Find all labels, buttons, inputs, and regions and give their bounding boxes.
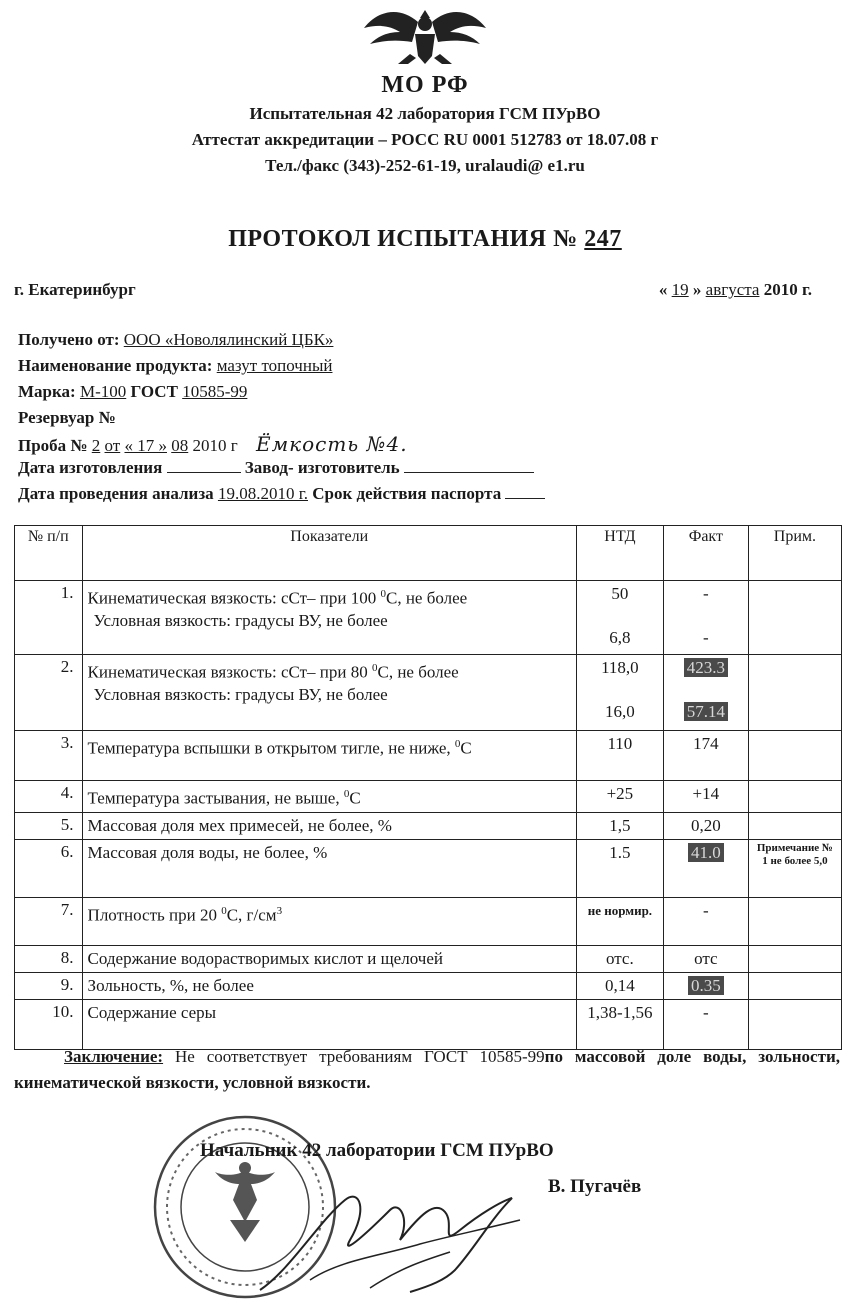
table-row xyxy=(15,999,842,1049)
results-table xyxy=(14,525,842,1050)
ntd-cell xyxy=(576,655,663,731)
date-day: 19 xyxy=(671,280,689,299)
handwritten-signature-icon xyxy=(250,1160,570,1300)
table-row xyxy=(15,781,842,813)
ntd-cell: отс. xyxy=(576,945,663,972)
ntd-cell: 110 xyxy=(576,731,663,781)
date-quote-close: » xyxy=(692,280,702,299)
manufacture-line xyxy=(18,458,534,478)
ntd-cell: +25 xyxy=(576,781,663,813)
indicator-text: Кинематическая вязкость: сСт– при 80 xyxy=(87,662,372,682)
protocol-date xyxy=(659,280,812,300)
row-number: 5. xyxy=(15,812,83,839)
conclusion-text-2: по массовой доле воды, зольности, кинематической вязкости, условной вязкости. xyxy=(14,1047,840,1092)
indicator-cell xyxy=(82,581,576,655)
table-row xyxy=(15,839,842,897)
indicator-cell: Массовая доля мех примесей, не более, % xyxy=(82,812,576,839)
org-name: МО РФ xyxy=(381,72,469,98)
protocol-number: 247 xyxy=(584,226,622,252)
note-cell: Примечание № 1 не более 5,0 xyxy=(748,839,841,897)
row-number: 7. xyxy=(15,897,83,945)
indicator-text-end: С xyxy=(460,738,472,758)
table-row xyxy=(15,731,842,781)
fact-cell xyxy=(663,581,748,655)
indicator-cell: Содержание водорастворимых кислот и щелочей xyxy=(82,945,576,972)
indicator-text: Температура вспышки в открытом тигле, не ниже, xyxy=(87,738,455,758)
signatory-name: В. Пугачёв xyxy=(548,1176,642,1197)
fact-value-2: - xyxy=(703,628,709,647)
indicator-text-end: С xyxy=(349,788,361,808)
note-cell xyxy=(748,655,841,731)
col-header-fact: Факт xyxy=(663,526,748,581)
col-header-indicator: Показатели xyxy=(82,526,576,581)
note-cell xyxy=(748,812,841,839)
row-number: 6. xyxy=(15,839,83,897)
date-month: августа xyxy=(705,280,760,299)
fact-cell: - xyxy=(663,897,748,945)
indicator-text: Плотность при 20 xyxy=(87,905,222,925)
fact-cell: - xyxy=(663,999,748,1049)
row-number: 9. xyxy=(15,972,83,999)
accreditation-line: Аттестат аккредитации – РОСС RU 0001 512783 от 18.07.08 г xyxy=(191,130,659,149)
indicator-cell xyxy=(82,731,576,781)
signatory-title: Начальник 42 лаборатории ГСМ ПУрВО xyxy=(200,1140,554,1161)
indicator-subtext: Условная вязкость: градусы ВУ, не более xyxy=(93,610,388,630)
indicator-text-end: С, не более xyxy=(385,588,468,608)
sample-day: « 17 » xyxy=(124,436,167,455)
fact-cell: отс xyxy=(663,945,748,972)
note-cell xyxy=(748,581,841,655)
indicator-text-end: С, не более xyxy=(377,662,459,682)
ntd-cell xyxy=(576,581,663,655)
date-year: 2010 г. xyxy=(763,280,812,299)
lab-name: Испытательная 42 лаборатория ГСМ ПУрВО xyxy=(249,104,601,123)
sample-number: 2 xyxy=(91,436,101,455)
city: г. Екатеринбург xyxy=(14,280,136,299)
table-header-row xyxy=(15,526,842,581)
analysis-date-label: Дата проведения анализа xyxy=(18,484,214,503)
row-number: 4. xyxy=(15,781,83,813)
product-value: мазут топочный xyxy=(216,356,333,375)
gost-value: 10585-99 xyxy=(182,382,248,401)
indicator-cell xyxy=(82,655,576,731)
fact-value-2-highlighted: 57.14 xyxy=(684,702,728,721)
fact-value-highlighted: 423.3 xyxy=(684,658,728,677)
conclusion-text: Не соответствует требованиям ГОСТ 10585-99 xyxy=(174,1047,545,1066)
ntd-value: 118,0 xyxy=(601,658,639,677)
row-number: 1. xyxy=(15,581,83,655)
note-cell xyxy=(748,972,841,999)
fact-cell: 0,20 xyxy=(663,812,748,839)
product-label: Наименование продукта: xyxy=(18,356,213,375)
indicator-sup: 0 xyxy=(454,738,461,750)
sample-from: от xyxy=(104,436,121,455)
ntd-value: 50 xyxy=(611,584,629,603)
indicator-text: Кинематическая вязкость: сСт– при 100 xyxy=(87,588,381,608)
factory-blank xyxy=(404,458,534,473)
fact-cell xyxy=(663,972,748,999)
contacts-line: Тел./факс (343)-252-61-19, uralaudi@ e1.ru xyxy=(265,156,585,175)
indicator-sup: 0 xyxy=(371,662,378,674)
ntd-cell: 0,14 xyxy=(576,972,663,999)
fact-cell: +14 xyxy=(663,781,748,813)
ntd-cell: 1,38-1,56 xyxy=(576,999,663,1049)
col-header-note: Прим. xyxy=(748,526,841,581)
protocol-title xyxy=(0,226,850,253)
received-label: Получено от: xyxy=(18,330,120,349)
indicator-sup-2: 3 xyxy=(276,904,283,917)
note-cell xyxy=(748,731,841,781)
tank-line: Резервуар № xyxy=(18,408,116,427)
note-cell xyxy=(748,945,841,972)
conclusion xyxy=(14,1044,840,1096)
sample-line xyxy=(18,432,408,456)
product-line xyxy=(18,356,332,376)
fact-cell: 174 xyxy=(663,731,748,781)
handwritten-tank-note: Ёмкость №4. xyxy=(255,432,408,456)
indicator-sup: 0 xyxy=(380,588,386,600)
ntd-value-2: 6,8 xyxy=(609,628,631,647)
factory-label: Завод- изготовитель xyxy=(244,458,400,477)
indicator-sup: 0 xyxy=(221,904,227,917)
indicator-cell xyxy=(82,781,576,813)
note-cell xyxy=(748,781,841,813)
indicator-text: Температура застывания, не выше, xyxy=(87,788,344,808)
conclusion-label: Заключение: xyxy=(64,1047,164,1066)
ntd-cell: 1,5 xyxy=(576,812,663,839)
ntd-cell: 1.5 xyxy=(576,839,663,897)
table-row xyxy=(15,655,842,731)
note-cell xyxy=(748,897,841,945)
sample-month: 08 xyxy=(171,436,189,455)
brand-line xyxy=(18,382,247,402)
manufacture-date-label: Дата изготовления xyxy=(18,458,163,477)
date-quote-open: « xyxy=(658,280,668,299)
analysis-line xyxy=(18,484,545,504)
fact-cell xyxy=(663,839,748,897)
validity-blank xyxy=(505,484,545,499)
sample-label: Проба № xyxy=(18,436,88,455)
row-number: 2. xyxy=(15,655,83,731)
fact-value-highlighted: 41.0 xyxy=(688,843,724,862)
manufacture-date-blank xyxy=(167,458,241,473)
eagle-emblem-icon xyxy=(360,2,490,70)
indicator-cell: Массовая доля воды, не более, % xyxy=(82,839,576,897)
row-number: 8. xyxy=(15,945,83,972)
col-header-num: № п/п xyxy=(15,526,83,581)
fact-value: - xyxy=(703,584,709,603)
indicator-cell xyxy=(82,897,576,945)
table-row xyxy=(15,972,842,999)
indicator-text-end: С, г/см xyxy=(226,905,277,925)
validity-label: Срок действия паспорта xyxy=(312,484,502,503)
note-cell xyxy=(748,999,841,1049)
indicator-cell: Зольность, %, не более xyxy=(82,972,576,999)
fact-cell xyxy=(663,655,748,731)
table-row xyxy=(15,897,842,945)
received-value: ООО «Новолялинский ЦБК» xyxy=(123,330,334,349)
indicator-subtext: Условная вязкость: градусы ВУ, не более xyxy=(93,684,388,704)
gost-label: ГОСТ xyxy=(130,382,178,401)
fact-value-highlighted: 0.35 xyxy=(688,976,724,995)
table-row xyxy=(15,812,842,839)
table-row xyxy=(15,581,842,655)
table-row xyxy=(15,945,842,972)
row-number: 3. xyxy=(15,731,83,781)
protocol-title-prefix: ПРОТОКОЛ ИСПЫТАНИЯ № xyxy=(228,226,578,252)
indicator-cell: Содержание серы xyxy=(82,999,576,1049)
analysis-date-value: 19.08.2010 г. xyxy=(217,484,308,503)
brand-label: Марка: xyxy=(18,382,76,401)
row-number: 10. xyxy=(15,999,83,1049)
col-header-ntd: НТД xyxy=(576,526,663,581)
ntd-cell: не нормир. xyxy=(576,897,663,945)
ntd-value-2: 16,0 xyxy=(605,702,635,721)
sample-year: 2010 г xyxy=(192,436,238,455)
brand-value: М-100 xyxy=(79,382,127,401)
received-line xyxy=(18,330,333,350)
indicator-sup: 0 xyxy=(343,788,350,800)
